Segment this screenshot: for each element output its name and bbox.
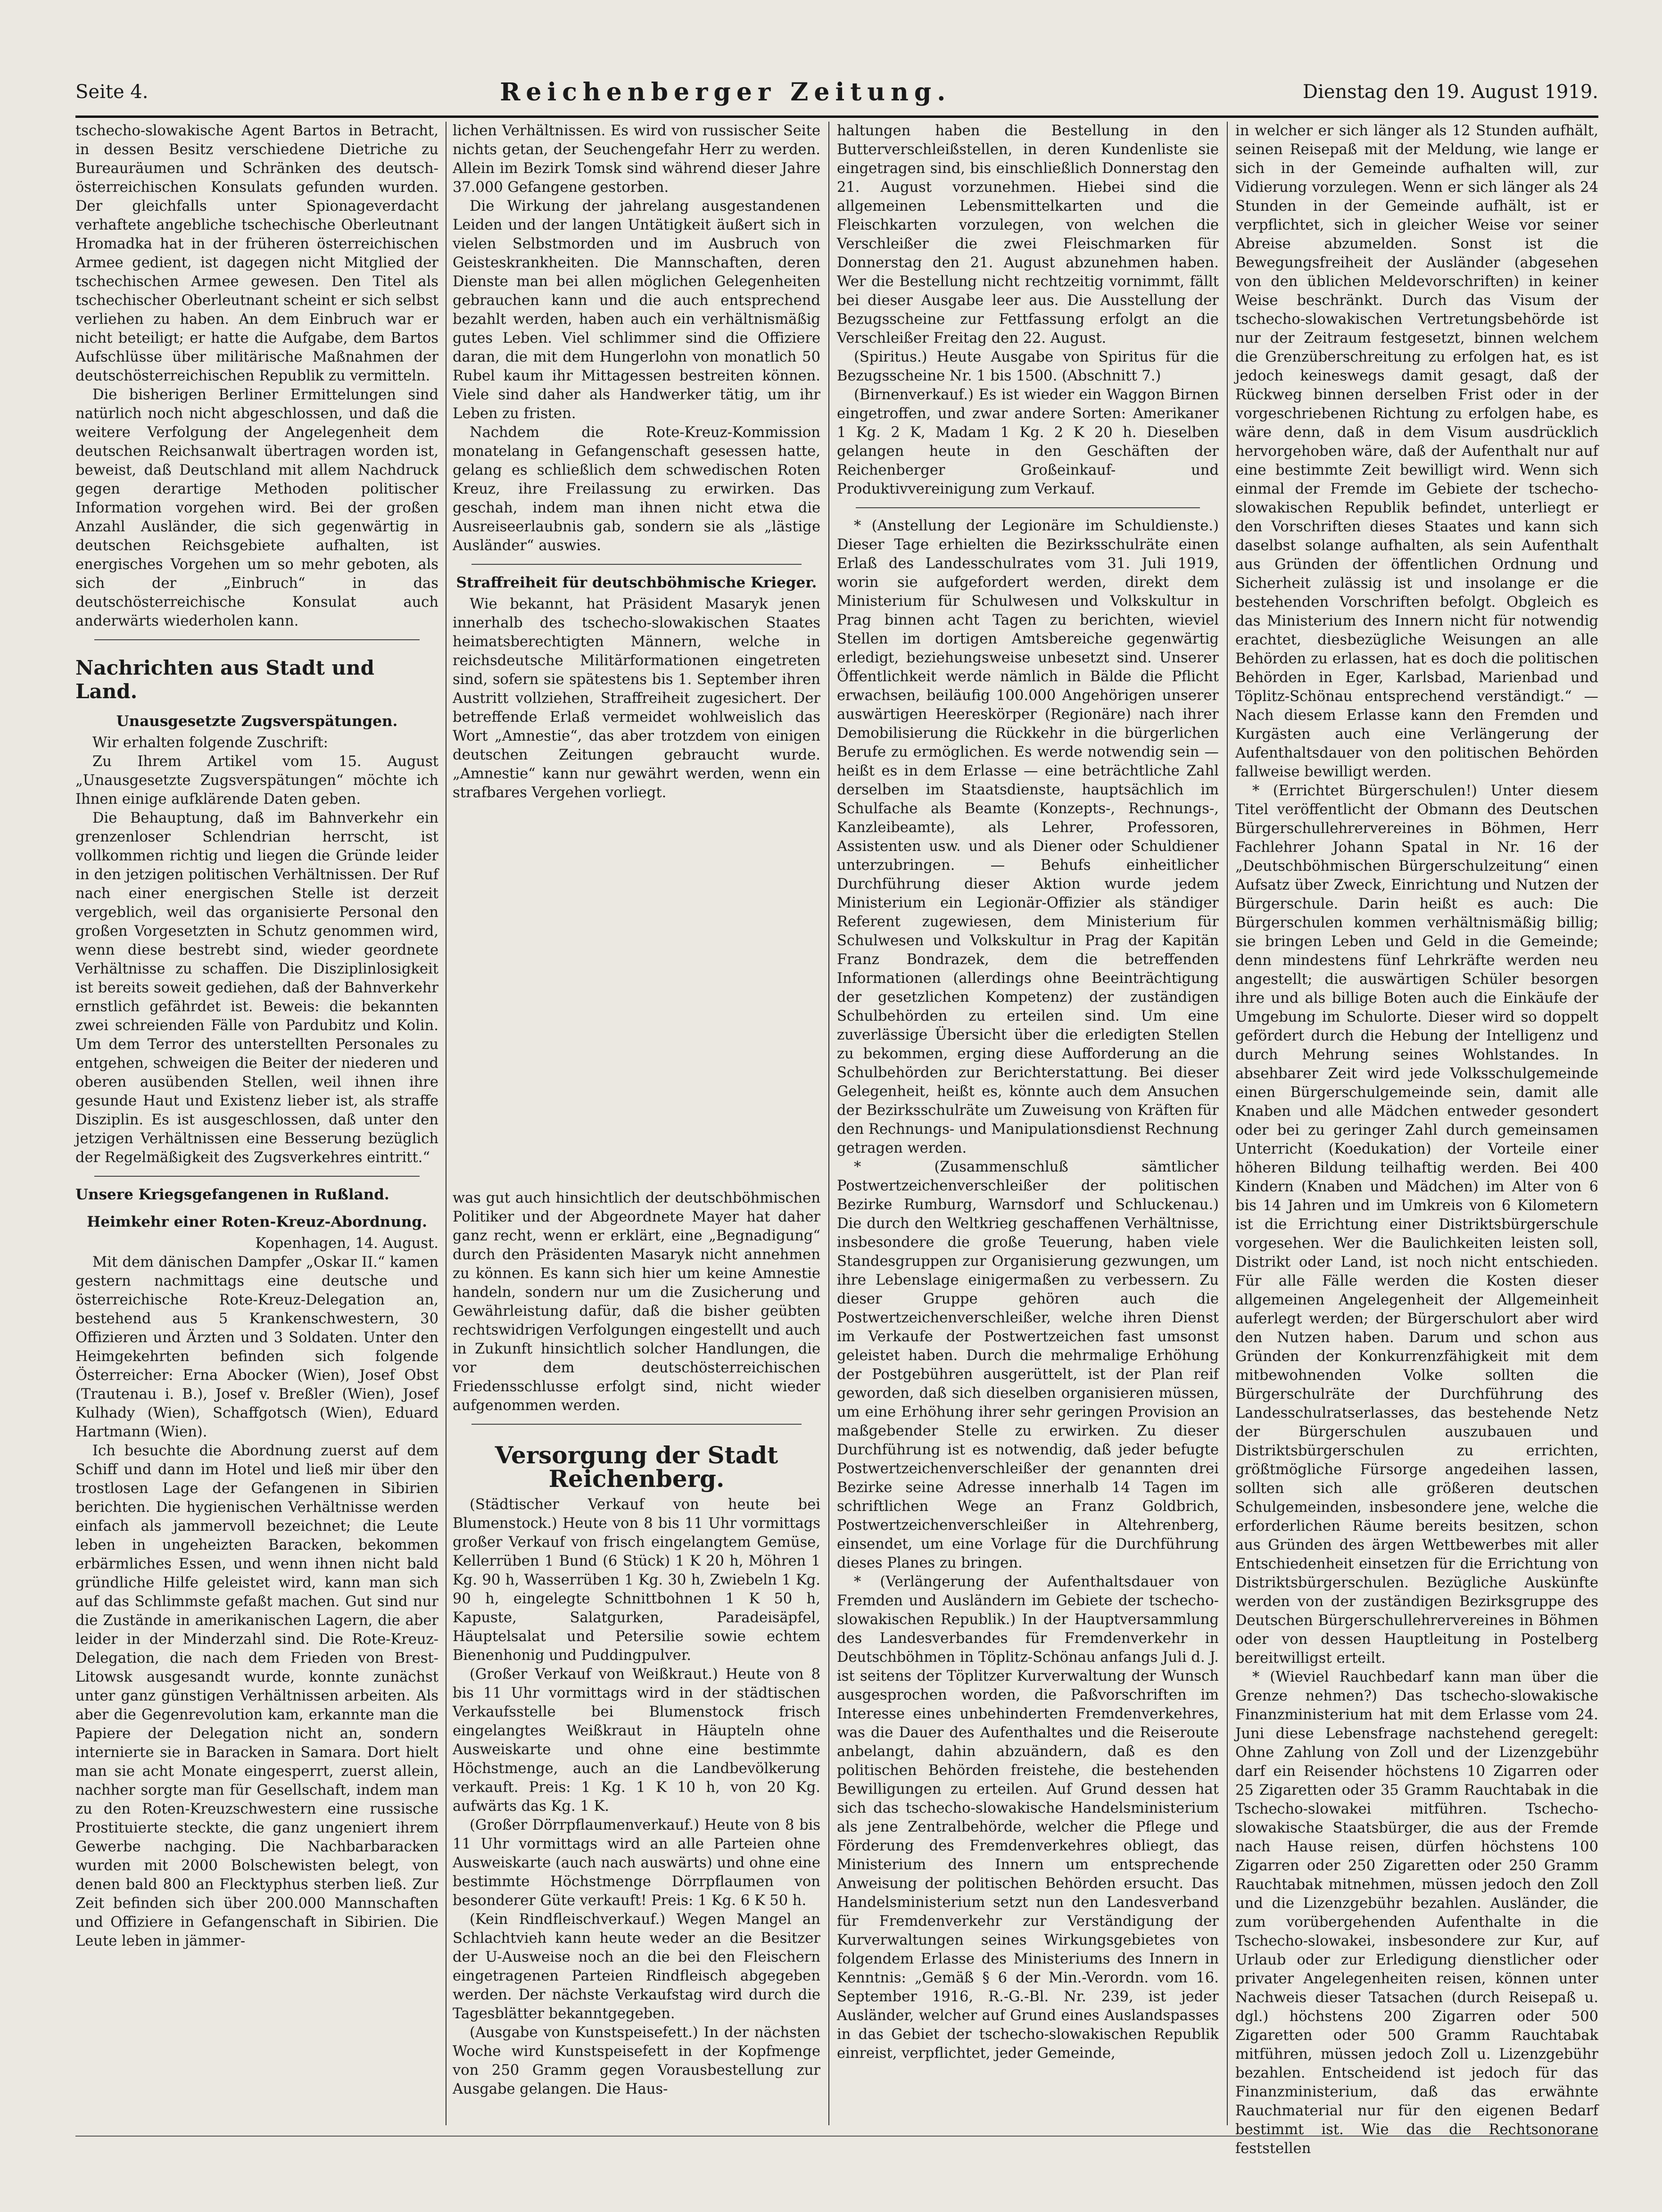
column-4 xyxy=(1235,122,1598,2157)
article-paragraph: tschecho-slowakische Agent Bartos in Betracht, in dessen Besitz verschiedene Dietriche zu Bureauräumen und Schränken des deutsch-österreichischen Konsulats gefunden wurden. Der gleichfalls unter Spionageverdacht verhaftete angebliche tschechische Oberleutnant Hromadka hat in der früheren österreichischen Armee gedient, ist dagegen nicht Mitglied der tschechischen Armee gewesen. Den Titel als tschechischer Oberleutnant scheint er sich selbst verliehen zu haben. An dem Einbruch war er nicht beteiligt; er hatte die Aufgabe, dem Bartos Aufschlüsse über militärische Maßnahmen der deutschösterreichischen Republik zu vermitteln. xyxy=(75,123,438,384)
section-divider xyxy=(471,564,802,565)
header-rule xyxy=(75,116,1598,118)
article-paragraph: * (Anstellung der Legionäre im Schuldienste.) Dieser Tage erhielten die Bezirksschulräte einen Erlaß des Landesschulrates vom 31. Juli 1919, worin sie aufgefordert werden, direkt dem Ministerium für Schulwesen und Volkskultur in Prag binnen acht Tagen zu berichten, wieviel Stellen im dortigen Amtsbereiche gegenwärtig erledigt, beziehungsweise unbesetzt sind. Unserer Öffentlichkeit werde nämlich in Bälde die Pflicht erwachsen, beiläufig 100.000 Angehörigen unserer auswärtigen Heereskörper (Regionäre) nach ihrer Demobilisierung die Rückkehr in die bürgerlichen Berufe zu ermöglichen. Es werde notwendig sein — heißt es in dem Erlasse — eine beträchtliche Zahl derselben im Staatsdienste, hauptsächlich im Schulfache als Beamte (Konzepts-, Rechnungs-, Kanzleibeamte), als Lehrer, Professoren, Assistenten usw. und als Diener oder Schuldiener unterzubringen. — Behufs einheitlicher Durchführung dieser Aktion wurde jedem Ministerium ein Legionär-Offizier als ständiger Referent zugewiesen, dem Ministerium für Schulwesen und Volkskultur in Prag der Kapitän Franz Bondrazek, dem die betreffenden Informationen (allerdings ohne Beeinträchtigung der gesetzlichen Kompetenz) der zuständigen Schulbehörden zu erteilen sind. Um eine zuverlässige Übersicht über die erledigten Stellen zu bekommen, erging diese Aufforderung an die Schulbehörden zur Berichterstattung. Bei dieser Gelegenheit, heißt es, könnte auch dem Ansuchen der Bezirksschulräte um Zuweisung von Kräften für den Rechnungs- und Manipulationsdienst Rechnung getragen werden. xyxy=(837,518,1219,1156)
column-divider xyxy=(446,122,447,2125)
section-heading: Nachrichten aus Stadt und Land. xyxy=(75,656,374,703)
article-paragraph: (Birnenverkauf.) Es ist wieder ein Waggon Birnen eingetroffen, und zwar andere Sorten: Amerikaner 1 Kg. 2 K, Madam 1 Kg. 2 K 20 h. Dieselben gelangen heute in den Geschäften der Reichenberger Großeinkauf- und Produktivvereinigung zum Verkauf. xyxy=(837,387,1219,497)
newspaper-title: Reichenberger Zeitung. xyxy=(500,77,951,107)
article-heading: Unausgesetzte Zugsverspätungen. xyxy=(116,713,398,730)
article-paragraph: (Ausgabe von Kunstspeisefett.) In der nächsten Woche wird Kunstspeisefett in der Kopfmenge von 250 Gramm gegen Vorausbestellung zur Ausgabe gelangen. Die Haus- xyxy=(453,2024,820,2097)
article-paragraph: (Spiritus.) Heute Ausgabe von Spiritus für die Bezugsscheine Nr. 1 bis 1500. (Abschnitt 7.) xyxy=(837,349,1219,384)
article-paragraph: Die Wirkung der jahrelang ausgestandenen Leiden und der langen Untätigkeit äußert sich in vielen Selbstmorden und im Ausbruch von Geisteskrankheiten. Die Mannschaften, deren Dienste man bei allen möglichen Gelegenheiten gebrauchen kann und die auch entsprechend bezahlt werden, haben auch ein verhältnismäßig gutes Leben. Viel schlimmer sind die Offiziere daran, die mit dem Hungerlohn von monatlich 50 Rubel kaum ihr Mittagessen bestreiten können. Viele sind daher als Handwerker tätig, um ihr Leben zu fristen. xyxy=(453,198,820,422)
dateline: Kopenhagen, 14. August. xyxy=(255,1235,438,1252)
article-paragraph: was gut auch hinsichtlich der deutschböhmischen Politiker und der Abgeordnete Mayer hat daher ganz recht, wenn er erklärt, eine „Begnadigung“ durch den Präsidenten Masaryk nicht annehmen zu können. Es kann sich hier um keine Amnestie handeln, sondern nur um die Zusicherung und Gewährleistung dafür, daß die bisher geübten rechtswidrigen Verfolgungen eingestellt und auch in Zukunft hinsichtlich solcher Handlungen, die vor dem deutschösterreichischen Friedensschlusse erfolgt sind, nicht wieder aufgenommen werden. xyxy=(453,1190,820,1414)
article-paragraph: (Kein Rindfleischverkauf.) Wegen Mangel an Schlachtvieh kann heute weder an die Besitzer der U-Ausweise noch an die bei den Fleischern eingetragenen Parteien Rindfleisch abgegeben werden. Der nächste Verkaufstag wird durch die Tagesblätter bekanntgegeben. xyxy=(453,1911,820,2022)
section-divider xyxy=(471,1424,802,1425)
article-paragraph: Wir erhalten folgende Zuschrift: xyxy=(92,735,328,751)
masthead xyxy=(75,71,1598,113)
blank-column-space xyxy=(453,802,820,1189)
column-divider xyxy=(828,122,829,2125)
article-paragraph: (Großer Verkauf von Weißkraut.) Heute von 8 bis 11 Uhr vormittags wird in der städtischen Verkaufsstelle bei Blumenstock frisch eingelangtes Weißkraut in Häupteln ohne Ausweiskarte und ohne eine bestimmte Höchstmenge, auch an die Landbevölkerung verkauft. Preis: 1 Kg. 1 K 10 h, von 20 Kg. aufwärts das Kg. 1 K. xyxy=(453,1666,820,1815)
section-heading: Versorgung der Stadt Reichenberg. xyxy=(495,1441,778,1493)
article-paragraph: Mit dem dänischen Dampfer „Oskar II.“ kamen gestern nachmittags eine deutsche und österreichische Rote-Kreuz-Delegation an, bestehend aus 5 Krankenschwestern, 30 Offizieren und Ärzten und 3 Soldaten. Unter den Heimgekehrten befinden sich folgende Österreicher: Erna Abocker (Wien), Josef Obst (Trautenau i. B.), Josef v. Breßler (Wien), Josef Kulhady (Wien), Schaffgotsch (Wien), Eduard Hartmann (Wien). xyxy=(75,1254,438,1440)
article-heading: Unsere Kriegsgefangenen in Rußland. xyxy=(75,1186,389,1203)
issue-date: Dienstag den 19. August 1919. xyxy=(1303,81,1598,103)
column-1 xyxy=(75,122,438,2130)
article-paragraph: in welcher er sich länger als 12 Stunden aufhält, seinen Reisepaß mit der Meldung, wie lange er sich in der Gemeinde aufhalten will, zur Vidierung vorzulegen. Wenn er sich länger als 24 Stunden in der Gemeinde aufhält, ist er verpflichtet, sich in gleicher Weise vor seiner Abreise abzumelden. Sonst ist die Bewegungsfreiheit der Ausländer (abgesehen von den üblichen Meldevorschriften) in keiner Weise beschränkt. Durch das Visum der tschecho-slowakischen Vertretungsbehörde ist nur der Zeitraum festgesetzt, binnen welchem die Grenzüberschreitung zu erfolgen hat, es ist jedoch keineswegs damit gesagt, daß der Rückweg binnen derselben Frist oder in der vorgeschriebenen Richtung zu erfolgen habe, es wäre denn, daß in dem Visum ausdrücklich hervorgehoben wäre, daß der Aufenthalt nur auf eine bestimmte Zeit bewilligt wird. Wenn sich einmal der Fremde im Gebiete der tschecho-slowakischen Republik befindet, unterliegt er den Vorschriften dieses Staates und kann sich daselbst solange aufhalten, als sein Aufenthalt aus Gründen der öffentlichen Ordnung und Sicherheit zulässig ist und insolange er die bestehenden Vorschriften befolgt. Obgleich es das Ministerium des Innern nicht für notwendig erachtet, diesbezügliche Weisungen an alle Behörden zu erlassen, hat es doch die politischen Behörden in Eger, Karlsbad, Marienbad und Töplitz-Schönau entsprechend verständigt.“ — Nach diesem Erlasse kann den Fremden und Kurgästen auch eine Verlängerung der Aufenthaltsdauer von den politischen Behörden fallweise bewilligt werden. xyxy=(1235,123,1598,780)
section-divider xyxy=(856,507,1200,508)
article-paragraph: (Städtischer Verkauf von heute bei Blumenstock.) Heute von 8 bis 11 Uhr vormittags großer Verkauf von frisch eingelangtem Gemüse, Kellerrüben 1 Bund (6 Stück) 1 K 20 h, Möhren 1 Kg. 90 h, Wasserrüben 1 Kg. 30 h, Zwiebeln 1 Kg. 90 h, eingelegte Schnittbohnen 1 K 50 h, Kapuste, Salatgurken, Paradeisäpfel, Häuptelsalat und Petersilie sowie echtem Bienenhonig und Puddingpulver. xyxy=(453,1496,820,1664)
article-paragraph: lichen Verhältnissen. Es wird von russischer Seite nichts getan, der Seuchengefahr Herr zu werden. Allein im Bezirk Tomsk sind während dieser Jahre 37.000 Gefangene gestorben. xyxy=(453,123,820,196)
article-paragraph: * (Zusammenschluß sämtlicher Postwertzeichenverschleißer der politischen Bezirke Rumburg, Warnsdorf und Schluckenau.) Die durch den Weltkrieg geschaffenen Verhältnisse, insbesondere die große Teuerung, haben viele Standesgruppen zur Organisierung gezwungen, um ihre Lebenslage einigermaßen zu verbessern. Zu dieser Gruppe gehören auch die Postwertzeichenverschleißer, welche ihren Dienst im Verkaufe der Postwertzeichen fast umsonst geleistet haben. Durch die mehrmalige Erhöhung der Postgebühren ausgerüttelt, ist der Plan reif geworden, daß sich dieselben organisieren müssen, um eine Erhöhung ihrer sehr geringen Provision an maßgebender Stelle zu erwirken. Zu dieser Durchführung ist es notwendig, daß jeder befugte Postwertzeichenverschleißer der genannten drei Bezirke seine Adresse innerhalb 14 Tagen im schriftlichen Wege an Franz Goldbrich, Postwertzeichenverschleißer in Altehrenberg, einsendet, um eine Vorlage für die Durchführung dieses Planes zu bringen. xyxy=(837,1159,1219,1571)
column-divider xyxy=(1227,122,1228,2125)
article-subheading: Heimkehr einer Roten-Kreuz-Abordnung. xyxy=(87,1213,427,1230)
section-divider xyxy=(94,639,420,640)
article-paragraph: (Großer Dörrpflaumenverkauf.) Heute von 8 bis 11 Uhr vormittags wird an alle Parteien ohne Ausweiskarte (auch nach auswärts) und ohne eine bestimmte Höchstmenge Dörrpflaumen von besonderer Güte verkauft! Preis: 1 Kg. 6 K 50 h. xyxy=(453,1817,820,1909)
article-paragraph: Zu Ihrem Artikel vom 15. August „Unausgesetzte Zugsverspätungen“ möchte ich Ihnen einige aufklärende Daten geben. xyxy=(75,753,438,808)
article-paragraph: Die bisherigen Berliner Ermittelungen sind natürlich noch nicht abgeschlossen, und daß die weitere Verfolgung der Angelegenheit dem deutschen Reichsanwalt übertragen worden ist, beweist, daß Deutschland mit allem Nachdruck gegen derartige Methoden politischer Information vorgehen wird. Bei der großen Anzahl Ausländer, die sich gegenwärtig in deutschen Reichsgebiete aufhalten, ist energisches Vorgehen um so mehr geboten, als sich der „Einbruch“ in das deutschösterreichische Konsulat auch anderwärts wiederholen kann. xyxy=(75,387,438,629)
article-paragraph: Nachdem die Rote-Kreuz-Kommission monatelang in Gefangenschaft gesessen hatte, gelang es schließlich dem schwedischen Roten Kreuz, ihre Freilassung zu erwirken. Das geschah, indem man ihnen nicht etwa die Ausreiseerlaubnis gab, sondern sie als „lästige Ausländer“ auswies. xyxy=(453,424,820,554)
article-paragraph: * (Verlängerung der Aufenthaltsdauer von Fremden und Ausländern im Gebiete der tschecho-slowakischen Republik.) In der Hauptversammlung des Landesverbandes für Fremdenverkehr in Deutschböhmen in Töplitz-Schönau anfangs Juli d. J. ist seitens der Töplitzer Kurverwaltung der Wunsch ausgesprochen worden, die Paßvorschriften im Interesse eines unbehinderten Fremdenverkehres, was die Dauer des Aufenthaltes und die Reiseroute anbelangt, dahin abzuändern, daß es den politischen Behörden freistehe, die bestehenden Bewilligungen zu erteilen. Auf Grund dessen hat sich das tschecho-slowakische Handelsministerium als jene Zentralbehörde, welcher die Pflege und Förderung des Fremdenverkehres obliegt, das Ministerium des Innern um entsprechende Anweisung der politischen Behörden ersucht. Das Handelsministerium setzt nun den Landesverband für Fremdenverkehr zur Verständigung der Kurverwaltungen seines Wirkungsgebietes von folgendem Erlasse des Ministeriums des Innern in Kenntnis: „Gemäß § 6 der Min.-Verordn. vom 16. September 1916, R.-G.-Bl. Nr. 239, ist jeder Ausländer, welcher auf Grund eines Auslandspasses in das Gebiet der tschecho-slowakischen Republik einreist, verpflichtet, jeder Gemeinde, xyxy=(837,1574,1219,2062)
column-2 xyxy=(453,122,820,2130)
page-number: Seite 4. xyxy=(75,81,149,103)
article-paragraph: * (Wieviel Rauchbedarf kann man über die Grenze nehmen?) Das tschecho-slowakische Finanzministerium hat mit dem Erlasse vom 24. Juni diese Lebensfrage nachstehend geregelt: Ohne Zahlung von Zoll und der Lizenzgebühr darf ein Reisender höchstens 10 Zigarren oder 25 Zigaretten oder 35 Gramm Rauchtabak in die Tschecho-slowakei mitführen. Tschecho-slowakische Staatsbürger, die aus der Fremde nach Hause reisen, dürfen höchstens 100 Zigarren oder 250 Zigaretten oder 250 Gramm Rauchtabak mitnehmen, müssen jedoch den Zoll und die Lizenzgebühr bezahlen. Ausländer, die zum vorübergehenden Aufenthalte in die Tschecho-slowakei, insbesondere zur Kur, auf Urlaub oder zur Erledigung dienstlicher oder privater Angelegenheiten reisen, können unter Nachweis dieser Tatsachen (durch Reisepaß u. dgl.) höchstens 200 Zigarren oder 500 Zigaretten oder 500 Gramm Rauchtabak mitführen, müssen jedoch Zoll u. Lizenzgebühr bezahlen. Entscheidend ist jedoch für das Finanzministerium, daß das erwähnte Rauchmaterial nur für den eigenen Bedarf bestimmt ist. Wie das die Rechtsonorane feststellen xyxy=(1235,1669,1598,2157)
column-3 xyxy=(837,122,1219,2130)
article-paragraph: Wie bekannt, hat Präsident Masaryk jenen innerhalb des tschecho-slowakischen Staates heimatsberechtigten Männern, welche in reichsdeutsche Militärformationen eingetreten sind, sofern sie spätestens bis 1. September ihren Austritt vollziehen, Straffreiheit zugesichert. Der betreffende Erlaß vermeidet wohlweislich das Wort „Amnestie“, das aber trotzdem von einigen deutschen Zeitungen gebraucht wurde. „Amnestie“ kann nur gewährt werden, wenn ein strafbares Vergehen vorliegt. xyxy=(453,596,820,801)
article-heading: Straffreiheit für deutschböhmische Krieger. xyxy=(456,574,817,591)
footer-rule xyxy=(75,2136,1598,2137)
article-paragraph: * (Errichtet Bürgerschulen!) Unter diesem Titel veröffentlicht der Obmann des Deutschen Bürgerschullehrervereines in Böhmen, Herr Fachlehrer Johann Spatal in Nr. 16 der „Deutschböhmischen Bürgerschulzeitung“ einen Aufsatz über Zweck, Einrichtung und Nutzen der Bürgerschule. Darin heißt es auch: Die Bürgerschulen kommen verhältnismäßig billig; sie bringen Leben und Geld in die Gemeinde; denn mindestens fünf Lehrkräfte werden neu angestellt; die auswärtigen Schüler besorgen ihre und als billige Boten auch die Einkäufe der Umgebung im Schulorte. Dieser wird so doppelt gefördert durch die Hebung der Intelligenz und durch Mehrung seines Wohlstandes. In absehbarer Zeit wird jede Volksschulgemeinde einen Bürgerschulgemeinde sein, damit alle Knaben und alle Mädchen entweder gesondert oder bei zu geringer Zahl durch gemeinsamen Unterricht (Koedukation) der Vorteile einer höheren Bildung teilhaftig werden. Bei 400 Kindern (Knaben und Mädchen) im Alter von 6 bis 14 Jahren und im Umkreis von 6 Kilometern ist die Errichtung einer Distriktsbürgerschule vorgesehen. Wer die Baulichkeiten leisten soll, Distrikt oder Land, ist noch nicht entschieden. Für alle Fälle werden die Kosten dieser allgemeinen Angelegenheit der Allgemeinheit auferlegt werden; der Bürgerschulort aber wird den Nutzen haben. Darum und schon aus Gründen der Konkurrenzfähigkeit mit dem mitbewohnenden Volke sollten die Bürgerschulräte der Durchführung des Landesschulratserlasses, das bestehende Netz der Bürgerschulen auszubauen und Distriktsbürgerschulen zu errichten, größtmögliche Fürsorge angedeihen lassen, sollten sich alle größeren deutschen Schulgemeinden, insbesondere jene, welche die erforderlichen Räume bereits besitzen, schon aus Gründen des ärgen Wettbewerbes mit aller Entschiedenheit einsetzen für die Errichtung von Distriktsbürgerschulen. Bezügliche Auskünfte werden von der zuständigen Bezirksgruppe des Deutschen Bürgerschullehrervereines in Böhmen oder von dessen Hauptleitung in Postelberg bereitwilligst erteilt. xyxy=(1235,783,1598,1667)
article-paragraph: Die Behauptung, daß im Bahnverkehr ein grenzenloser Schlendrian herrscht, ist vollkommen richtig und liegen die Gründe leider in den jetzigen politischen Verhältnissen. Der Ruf nach einer energischen Stelle ist derzeit vergeblich, weil das organisierte Personal den großen Vorgesetzten in Schutz genommen wird, wenn diese bestrebt sind, wieder geordnete Verhältnisse zu schaffen. Die Disziplinlosigkeit ist bereits soweit gediehen, daß der Bahnverkehr ernstlich gefährdet ist. Beweis: die bekannten zwei schreienden Fälle von Pardubitz und Kolin. Um dem Terror des unterstellten Personales zu entgehen, schweigen die Beiter der niederen und oberen ausübenden Stellen, weil ihnen ihre gesunde Haut und Existenz lieber ist, als straffe Disziplin. Es ist ausgeschlossen, daß unter den jetzigen Verhältnissen eine Besserung bezüglich der Regelmäßigkeit des Zugsverkehres eintritt.“ xyxy=(75,810,438,1166)
section-divider xyxy=(94,1176,420,1177)
article-paragraph: Ich besuchte die Abordnung zuerst auf dem Schiff und dann im Hotel und ließ mir über den trostlosen Lage der Gefangenen in Sibirien berichten. Die hygienischen Verhältnisse werden einfach als jammervoll bezeichnet; die Leute leben in ungeheizten Baracken, bekommen erbärmliches Essen, und wenn ihnen nicht bald gründliche Hilfe geleistet wird, kann man sich auf das Schlimmste gefaßt machen. Gut sind nur die Zustände in amerikanischen Lagern, die aber leider in der Minderzahl sind. Die Rote-Kreuz-Delegation, die nach dem Frieden von Brest-Litowsk ausgesandt wurde, konnte zunächst unter ganz günstigen Verhältnissen arbeiten. Als aber die Gegenrevolution kam, erkannte man die Papiere der Delegation nicht an, sondern internierte sie in Baracken in Samara. Dort hielt man sie acht Monate eingesperrt, zuerst allein, nachher sorgte man für Gesellschaft, indem man zu den Roten-Kreuzschwestern eine russische Prostituierte steckte, die ganz ungeniert ihrem Gewerbe nachging. Die Nachbarbaracken wurden mit 2000 Bolschewisten belegt, von denen bald 800 an Flecktyphus sterben ließ. Zur Zeit befinden sich über 200.000 Mannschaften und Offiziere in Gefangenschaft in Sibirien. Die Leute leben in jämmer- xyxy=(75,1443,438,1949)
article-paragraph: haltungen haben die Bestellung in den Butterverschleißstellen, in deren Kundenliste sie eingetragen sind, bis einschließlich Donnerstag den 21. August vorzunehmen. Hiebei sind die allgemeinen Lebensmittelkarten und die Fleischkarten vorzulegen, von welchen die Verschleißer die zwei Fleischmarken für Donnerstag den 21. August abzunehmen haben. Wer die Bestellung nicht rechtzeitig vornimmt, fällt bei dieser Ausgabe leer aus. Die Ausstellung der Bezugsscheine zur Fettfassung erfolgt an die Verschleißer Freitag den 22. August. xyxy=(837,123,1219,347)
